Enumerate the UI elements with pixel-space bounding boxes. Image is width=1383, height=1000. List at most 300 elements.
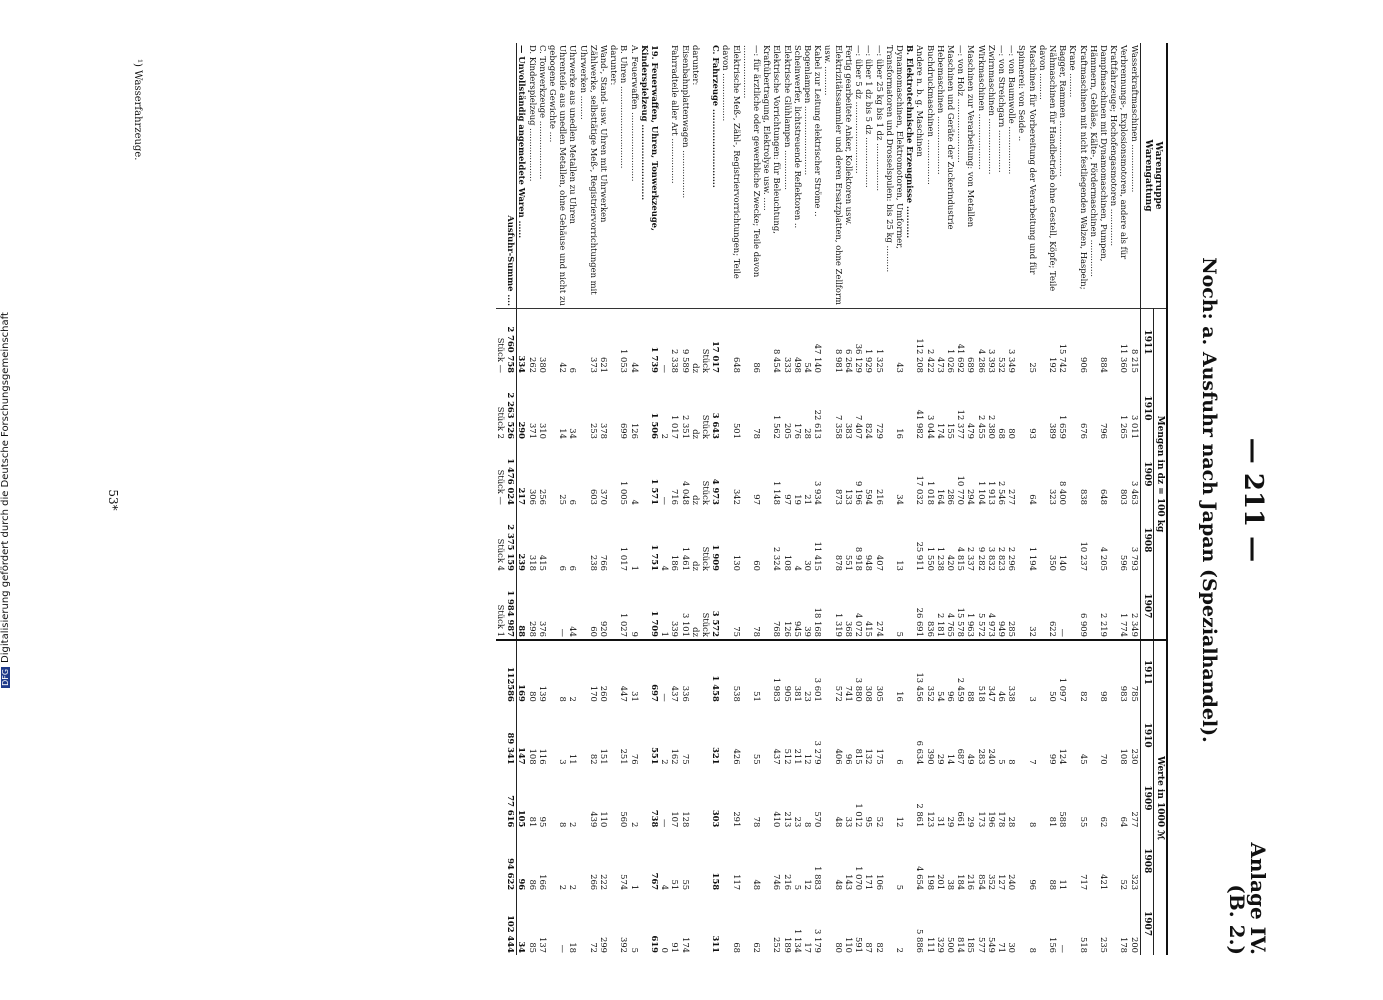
value-cell: 8	[803, 822, 814, 828]
total-value: 112586	[506, 640, 517, 704]
row-label: 19. Feuerwaffen, Uhren, Tonwerkzeuge, Kinderspielzeug ..........................	[639, 45, 661, 231]
value-cell: 8	[1007, 759, 1018, 765]
quantity-cell: 22 613	[813, 409, 824, 439]
quantity-cell: 1 562	[772, 414, 783, 439]
value-cell: 96	[843, 753, 854, 765]
row-label: Kabel zur Leitung elektrischer Ströme ..	[813, 45, 824, 217]
value-cell: 196	[986, 811, 997, 828]
total-unit: Stück 4	[496, 538, 506, 571]
table-row	[701, 43, 711, 955]
quantity-cell: 43	[885, 309, 905, 376]
row-label: Elektrizitätssammler und deren Ersatzplatten, ohne Zellform usw. ...........	[823, 45, 844, 305]
value-cell: 3 880	[854, 640, 864, 704]
quantity-cell: 41 692	[956, 309, 966, 376]
value-cell: 178	[1119, 937, 1130, 953]
value-cell: 175	[874, 748, 885, 765]
row-label: Maschinen für Vorbereitung der Verarbeitung und für Spinnerei: von Seide ..	[1017, 45, 1038, 275]
total-quantity: 1 984 987	[506, 573, 517, 640]
quantity-cell: 949	[996, 620, 1007, 637]
value-cell: 162	[670, 748, 681, 765]
quantity-cell: 1	[629, 565, 640, 571]
quantity-cell: Stück	[701, 309, 711, 376]
quantity-cell: 4	[660, 565, 671, 571]
quantity-cell: dz	[690, 627, 701, 637]
value-cell: 51	[670, 879, 681, 891]
value-cell: 49	[966, 753, 977, 765]
mengen-year-0: 1911	[1140, 309, 1153, 376]
quantity-cell: 21	[803, 494, 814, 505]
quantity-cell: 42	[548, 309, 568, 376]
quantity-cell	[609, 309, 619, 376]
quantity-cell: 133	[843, 488, 854, 505]
quantity-cell: 25	[1017, 309, 1037, 376]
value-cell: 2 459	[956, 640, 966, 704]
table-row	[742, 43, 762, 955]
total-unit-empty	[496, 767, 506, 830]
value-cell: 11	[568, 753, 579, 765]
quantity-cell: 407	[874, 554, 885, 571]
quantity-cell: 25 911	[915, 541, 926, 571]
table-row	[721, 43, 741, 955]
quantity-cell: 498	[793, 309, 803, 376]
quantity-cell: 766	[599, 554, 610, 571]
table-row	[670, 43, 680, 955]
table-row	[966, 43, 976, 955]
value-cell	[701, 640, 711, 704]
quantity-cell: 699	[619, 422, 630, 439]
dfg-credit	[0, 180, 14, 820]
value-cell: 13 456	[915, 640, 925, 704]
quantity-cell: 3 101	[680, 612, 691, 637]
value-cell: 216	[782, 874, 793, 891]
mengen-year-4: 1907	[1140, 573, 1153, 640]
value-cell: 169	[517, 640, 528, 704]
row-label: —: über 25 kg bis 1 dz ..................	[874, 45, 885, 191]
row-label: —: über 5 dz ...........................	[854, 45, 865, 174]
quantity-cell: 2 296	[1007, 546, 1018, 571]
quantity-cell: 1 550	[925, 546, 936, 571]
quantity-cell: 9 196	[854, 480, 865, 505]
mengen-header: Mengen in dz = 100 kg	[1153, 309, 1167, 640]
quantity-cell	[905, 375, 915, 441]
value-cell	[609, 767, 619, 830]
row-label: Elektrische Glühlampen ...............	[782, 45, 793, 190]
value-cell: 48	[833, 879, 844, 891]
row-label: —: von Streichgarn ................	[996, 45, 1007, 173]
quantity-cell: 285	[1007, 620, 1018, 637]
quantity-cell: 8 918	[854, 546, 865, 571]
value-cell: 46	[997, 640, 1007, 704]
quantity-cell: 371	[527, 422, 538, 439]
value-cell: 291	[731, 811, 742, 828]
total-unit-row	[496, 43, 506, 955]
value-cell: 240	[1007, 874, 1018, 891]
quantity-cell: 532	[997, 309, 1007, 376]
value-cell: 426	[731, 748, 742, 765]
value-cell: 311	[711, 935, 722, 953]
value-cell: 201	[935, 874, 946, 891]
page-number: — 211 —	[1238, 437, 1268, 563]
quantity-cell: 2 219	[1098, 612, 1109, 637]
quantity-cell: 277	[1007, 488, 1018, 505]
value-cell: 619	[650, 935, 661, 953]
table-row	[885, 43, 905, 955]
quantity-cell: 1 027	[619, 612, 630, 637]
quantity-cell: 39	[803, 626, 814, 637]
value-cell: 75	[680, 753, 691, 765]
annex-line2: (B. 2.)	[1225, 884, 1249, 955]
row-label: Hebemaschinen ......................	[935, 45, 946, 175]
quantity-cell: 824	[864, 422, 875, 439]
quantity-cell: 2 823	[996, 546, 1007, 571]
table-row	[711, 43, 721, 955]
value-cell: 216	[966, 874, 977, 891]
quantity-cell: 17 032	[915, 475, 926, 505]
row-label: Kraftmaschinen mit nicht festliegenden Walzen, Haspeln; Krane .........	[1068, 45, 1089, 290]
quantity-cell: 9 589	[680, 309, 690, 376]
quantity-cell: 36 129	[854, 309, 864, 376]
value-cell	[609, 640, 619, 704]
value-cell: 80	[527, 640, 537, 704]
row-label: Fertig gearbeitete Anker, Kollektoren usw.	[843, 45, 854, 226]
werte-year-0: 1911	[1140, 640, 1153, 704]
value-cell: 1	[629, 884, 640, 891]
value-cell: 52	[1119, 879, 1130, 891]
quantity-cell: 603	[588, 488, 599, 505]
table-row	[874, 43, 884, 955]
value-cell: 6 634	[915, 740, 926, 765]
value-cell: 68	[731, 942, 742, 953]
quantity-cell: Stück	[701, 414, 712, 439]
value-cell: 106	[874, 874, 885, 891]
value-cell: 178	[996, 811, 1007, 828]
quantity-cell: 1 929	[864, 309, 874, 376]
value-cell: 321	[711, 747, 722, 765]
value-cell: 54	[936, 640, 946, 704]
value-cell: 12	[803, 753, 814, 765]
quantity-cell: 3 044	[925, 414, 936, 439]
value-cell: 213	[782, 811, 793, 828]
value-cell: 329	[935, 937, 946, 953]
quantity-cell: 9 282	[976, 546, 987, 571]
value-cell: 5	[629, 947, 640, 953]
quantity-cell: 78	[752, 428, 763, 439]
quantity-cell: 3 572	[711, 610, 722, 637]
quantity-cell: 256	[537, 488, 548, 505]
quantity-cell	[609, 507, 619, 573]
total-quantity: 2 760 758	[506, 309, 517, 376]
quantity-cell: 479	[966, 422, 977, 439]
quantity-cell: 8 454	[762, 309, 782, 376]
value-cell: 303	[711, 809, 722, 828]
value-cell: 11	[1058, 879, 1069, 891]
value-cell: 55	[680, 879, 691, 891]
werte-year-3: 1908	[1140, 829, 1153, 892]
value-cell: 767	[650, 872, 661, 891]
quantity-cell: 4 765	[945, 612, 956, 637]
value-cell: 158	[711, 872, 722, 891]
quantity-cell: 16	[894, 428, 905, 439]
value-cell: 299	[599, 937, 610, 953]
quantity-cell	[905, 441, 915, 507]
total-value: 102 444	[506, 892, 517, 955]
quantity-cell: 2 337	[966, 546, 977, 571]
value-cell: 717	[1078, 874, 1089, 891]
quantity-cell: 948	[864, 554, 875, 571]
quantity-cell: 2 455	[976, 414, 987, 439]
value-cell: 143	[843, 874, 854, 891]
value-cell: —	[660, 818, 671, 828]
row-label: —: für ärztliche oder gewerbliche Zwecke; Teile davon ....................	[741, 45, 763, 278]
quantity-cell: 1 739	[640, 309, 660, 376]
quantity-cell: 1 265	[1119, 414, 1130, 439]
value-cell	[701, 767, 711, 830]
werte-header: Werte in 1000 ℳ	[1153, 640, 1167, 955]
value-cell: 170	[578, 640, 598, 704]
quantity-cell: 945	[792, 620, 803, 637]
value-cell: 574	[619, 874, 630, 891]
value-cell: 235	[1098, 937, 1109, 953]
value-cell: 854	[976, 874, 987, 891]
table-row	[640, 43, 660, 955]
quantity-cell	[609, 573, 619, 640]
quantity-cell: 2 349	[1129, 612, 1140, 637]
quantity-cell: 78	[752, 626, 763, 637]
value-cell: 111	[925, 937, 936, 953]
value-cell: 277	[1129, 811, 1140, 828]
table-row	[1017, 43, 1037, 955]
value-cell: 98	[1089, 640, 1109, 704]
quantity-cell: 501	[731, 422, 742, 439]
total-quantity: 2 375 159	[506, 507, 517, 573]
quantity-cell: 838	[1078, 488, 1089, 505]
row-label: —: über 1 dz bis 5 dz ...................	[864, 45, 875, 188]
value-cell: 16	[885, 640, 905, 704]
table-row	[844, 43, 854, 955]
value-cell: 50	[1038, 640, 1058, 704]
quantity-cell: 415	[537, 554, 548, 571]
value-cell: 23	[803, 640, 813, 704]
quantity-cell: 376	[537, 620, 548, 637]
quantity-cell: Stück	[701, 546, 712, 571]
quantity-cell: 15 742	[1058, 309, 1068, 376]
value-cell: 4	[660, 884, 671, 891]
row-label: Andere n. b. g. Maschinen	[915, 45, 926, 157]
group-title-2: Warengattung	[1143, 139, 1154, 212]
value-cell: 82	[874, 942, 885, 953]
value-cell: 81	[527, 816, 538, 828]
value-cell: 266	[588, 874, 599, 891]
row-label: darunter:	[690, 45, 701, 86]
quantity-cell: dz	[690, 495, 701, 505]
value-cell: 185	[966, 937, 977, 953]
row-label: Eisenbahnplattenwagen ..................	[680, 45, 691, 199]
value-cell	[905, 767, 915, 830]
value-cell: 88	[1047, 879, 1058, 891]
quantity-cell: 676	[1078, 422, 1089, 439]
value-cell: 55	[1078, 816, 1089, 828]
quantity-cell: 2 546	[996, 480, 1007, 505]
value-cell: 3 179	[813, 929, 824, 953]
table-row	[793, 43, 803, 955]
quantity-cell: 920	[599, 620, 610, 637]
quantity-cell: 176	[792, 422, 803, 439]
quantity-cell: 60	[752, 560, 763, 571]
quantity-cell: 4 815	[956, 546, 967, 571]
value-cell: 48	[752, 879, 763, 891]
row-label: Bagger, Rammen .....................	[1058, 45, 1069, 177]
row-label: D. Kinderspielzeug ....................	[527, 45, 538, 182]
quantity-cell: 262	[527, 309, 537, 376]
value-cell: —	[660, 640, 670, 704]
quantity-cell: —	[660, 309, 670, 376]
quantity-cell: 75	[731, 626, 742, 637]
quantity-cell: 54	[803, 309, 813, 376]
table-row	[1068, 43, 1088, 955]
annex-line1: Anlage IV.	[1246, 842, 1270, 955]
value-cell	[701, 829, 711, 892]
quantity-cell: 4	[792, 565, 803, 571]
value-cell: 86	[527, 879, 538, 891]
quantity-cell: 3 011	[1129, 414, 1140, 439]
quantity-cell: 88	[517, 625, 528, 637]
quantity-cell: 4 048	[680, 480, 691, 505]
row-label: Wasserkraftmaschinen ..................	[1129, 45, 1140, 193]
table-row	[925, 43, 935, 955]
quantity-cell: 1 659	[1058, 414, 1069, 439]
quantity-cell: 1 194	[1027, 546, 1038, 571]
quantity-cell: 6	[568, 565, 579, 571]
table-row	[813, 43, 823, 955]
quantity-cell: 368	[843, 620, 854, 637]
quantity-cell: 1 005	[619, 480, 630, 505]
quantity-cell: dz	[690, 429, 701, 439]
quantity-cell: 4 973	[986, 612, 997, 637]
quantity-cell: 3 643	[711, 412, 722, 439]
quantity-cell: 6 264	[844, 309, 854, 376]
quantity-cell: 294	[966, 488, 977, 505]
table-row	[619, 43, 629, 955]
quantity-cell: 1 017	[619, 546, 630, 571]
row-label: Uhrwerke aus unedlen Metallen zu Uhren	[568, 45, 579, 224]
quantity-cell: 8 400	[1058, 480, 1069, 505]
quantity-cell: —	[660, 496, 671, 505]
total-unit: Stück —	[496, 309, 506, 376]
value-cell: 518	[1078, 937, 1089, 953]
row-label: B. Uhren ...............................	[619, 45, 630, 169]
quantity-cell	[905, 573, 915, 640]
quantity-cell: 1 017	[670, 414, 681, 439]
quantity-cell: 1 018	[925, 480, 936, 505]
table-row	[803, 43, 813, 955]
quantity-cell: 238	[588, 554, 599, 571]
row-label: C. Fahrzeuge ...........................	[711, 45, 722, 188]
quantity-cell: 594	[864, 488, 875, 505]
table-row	[946, 43, 956, 955]
row-label: Maschinen und Geräte der Zuckerindustrie	[945, 45, 956, 230]
value-cell	[701, 892, 711, 955]
value-cell	[609, 704, 619, 767]
quantity-cell: 239	[517, 553, 528, 571]
value-cell: 1 458	[711, 640, 721, 704]
quantity-cell: 34	[894, 494, 905, 505]
quantity-cell: 60	[588, 626, 599, 637]
quantity-cell: 108	[782, 554, 793, 571]
table-row	[629, 43, 639, 955]
value-cell: 33	[843, 816, 854, 828]
row-label: Verbrennungs-, Explosionsmotoren, andere als für Kraftfahrzeuge; Hochofengasmotoren ..............	[1109, 45, 1130, 260]
value-cell: 3 601	[813, 640, 823, 704]
quantity-cell: 1 319	[833, 612, 844, 637]
value-cell: 2	[629, 822, 640, 828]
total-unit: Stück —	[496, 469, 506, 505]
quantity-cell: 2 422	[925, 309, 935, 376]
row-label: Maschinen zur Verarbeitung: von Metallen	[966, 45, 977, 228]
value-cell: 815	[854, 748, 865, 765]
document-page	[96, 35, 1286, 965]
quantity-cell: 41 982	[915, 409, 926, 439]
value-cell	[691, 767, 701, 830]
value-cell: 132	[864, 748, 875, 765]
quantity-cell: 290	[517, 421, 528, 439]
value-cell: 95	[537, 816, 548, 828]
value-cell: 338	[1007, 640, 1017, 704]
table-row	[782, 43, 792, 955]
value-cell: 1 012	[854, 803, 865, 828]
value-cell: 6	[894, 759, 905, 765]
value-cell: 336	[680, 640, 690, 704]
quantity-cell: 5	[894, 631, 905, 637]
value-cell: 173	[976, 811, 987, 828]
value-cell: 23	[792, 816, 803, 828]
value-cell	[905, 829, 915, 892]
value-cell: 230	[1129, 748, 1140, 765]
row-label: Buchdruckmaschinen .................	[925, 45, 936, 185]
table-row	[568, 43, 578, 955]
value-cell: 687	[956, 748, 967, 765]
quantity-cell: 878	[833, 554, 844, 571]
value-cell: 34	[517, 941, 528, 953]
quantity-cell: 836	[925, 620, 936, 637]
quantity-cell: 274	[874, 620, 885, 637]
quantity-cell: 621	[599, 309, 609, 376]
quantity-cell: 5 572	[976, 612, 987, 637]
quantity-cell: 32	[1027, 626, 1038, 637]
row-label: Bogenlampen ..........................	[803, 45, 814, 176]
value-cell: 107	[670, 811, 681, 828]
quantity-cell: 205	[782, 422, 793, 439]
quantity-cell: 1 774	[1119, 612, 1130, 637]
annex-label	[1226, 842, 1268, 955]
value-cell: 8	[558, 822, 569, 828]
value-cell: 174	[680, 937, 691, 953]
value-cell: 323	[1129, 874, 1140, 891]
quantity-cell: 370	[599, 488, 610, 505]
value-cell: 78	[752, 816, 763, 828]
value-cell: 1 070	[854, 866, 865, 891]
quantity-cell	[609, 441, 619, 507]
quantity-cell: 1 751	[650, 544, 661, 571]
total-value: 77 616	[506, 767, 517, 830]
table-row	[1089, 43, 1109, 955]
quantity-cell: 373	[578, 309, 598, 376]
value-cell: 82	[588, 753, 599, 765]
value-cell: 3	[558, 759, 569, 765]
quantity-cell: 126	[629, 422, 640, 439]
value-cell: 38	[945, 879, 956, 891]
quantity-cell: 4	[629, 499, 640, 505]
quantity-cell: 3 793	[1129, 546, 1140, 571]
